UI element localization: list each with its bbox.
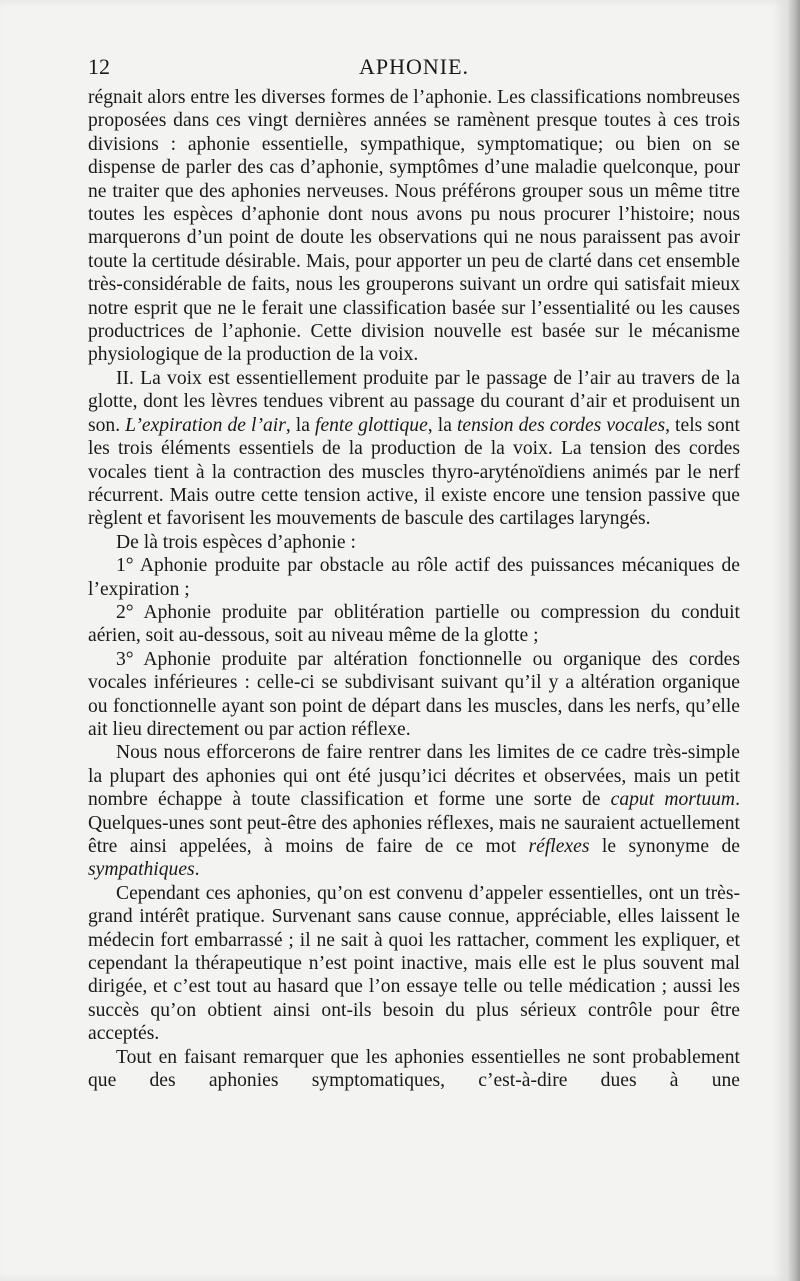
emphasis: sympathiques	[88, 859, 195, 881]
page-header	[88, 54, 740, 82]
page-number: 12	[88, 54, 110, 79]
text-run: II. La voix est essentiellement produite par le passage de l’air au travers de la glotte, dont les lèvres tendues vibrent au passage du courant d’air et produisent un son.	[88, 367, 740, 436]
page-edge-shadow	[786, 0, 800, 1281]
text-run: , tels sont les trois éléments essentiels de la production de la voix. La tension des cordes vocales tient à la contraction des muscles thyro-aryténoïdiens animés par le nerf récurrent. Mais outre cette tension active, il existe encore une tension passive que règlent et favorisent les mouvements de bascule des cartilages laryngés.	[88, 414, 740, 530]
text-run: , la	[427, 414, 457, 436]
paragraph-voice-mechanism	[88, 367, 740, 531]
emphasis: fente glottique	[315, 414, 428, 436]
list-item-1: 1° Aphonie produite par obstacle au rôle actif des puissances mécaniques de l’expiration ;	[88, 555, 740, 600]
text-run: Nous nous efforcerons de faire rentrer dans les limites de ce cadre très-simple la plupart des aphonies qui ont été jusqu’ici décrites et observées, mais un petit nombre échappe à toute classification et forme une sorte de	[88, 742, 740, 811]
text-run: . Quelques-unes sont peut-être des aphonies réflexes, mais ne sauraient actuellement être ainsi appelées, à moins de faire de ce mot	[88, 789, 740, 857]
list-item-3: 3° Aphonie produite par altération fonctionnelle ou organique des cordes vocales inférieures : celle-ci se subdivisant suivant qu’il y a altération organique ou fonctionnelle ayant son point de départ dans les muscles, dans les nerfs, qu’elle ait lieu directement ou par action réflexe.	[88, 648, 740, 740]
running-title: APHONIE.	[358, 54, 470, 79]
emphasis: L’expiration de l’air	[125, 414, 286, 436]
paragraph-three-kinds: De là trois espèces d’aphonie :	[116, 531, 356, 553]
paragraph-continuation: régnait alors entre les diverses formes de l’aphonie. Les classifications nombreuses proposées dans ces vingt dernières années se ramènent presque toutes à ces trois divisions : aphonie essentielle, sympathique, symptomatique; ou bien on se dispense de parler des cas d’aphonie, symptômes d’une maladie quelconque, pour ne traiter que des aphonies nerveuses. Nous préférons grouper sous un même titre toutes les espèces d’aphonie dont nous avons pu nous procurer l’histoire; nous marquerons d’un point de doute les observations qui ne nous paraissent pas avoir toute la certitude désirable. Mais, pour apporter un peu de clarté dans cet ensemble très-considérable de faits, nous les grouperons suivant un ordre qui satisfait mieux notre esprit que ne le ferait une classification basée sur l’essentialité ou les causes productrices de l’aphonie. Cette division nouvelle est basée sur le mécanisme physiologique de la production de la voix.	[88, 87, 740, 366]
emphasis: réflexes	[528, 836, 590, 857]
paragraph-essential-aphonias: Cependant ces aphonies, qu’on est convenu d’appeler essentielles, ont un très-grand intérêt pratique. Survenant sans cause connue, appréciable, elles laissent le médecin fort embarrassé ; il ne sait à quoi les rattacher, comment les expliquer, et cependant la thérapeutique n’est point inactive, mais elle est le plus souvent mal dirigée, et c’est tout au hasard que l’on essaye telle ou telle médication ; aussi les succès qu’on obtient ainsi ont-ils besoin du plus sérieux contrôle pour être acceptés.	[88, 882, 740, 1045]
body-text	[88, 86, 740, 1092]
text-run: .	[194, 859, 200, 881]
paragraph-classification	[88, 741, 740, 881]
emphasis: caput mortuum	[610, 789, 736, 811]
list-item-2: 2° Aphonie produite par oblitération partielle ou compression du conduit aérien, soit au-dessous, soit au niveau même de la glotte ;	[88, 601, 740, 647]
text-run: , la	[285, 414, 315, 436]
paragraph-final: Tout en faisant remarquer que les aphonies essentielles ne sont probablement que des aphonies symptomatiques, c’est-à-dire dues à une	[88, 1046, 740, 1092]
emphasis: tension des cordes vocales	[456, 414, 666, 436]
text-run: le synonyme de	[589, 836, 740, 857]
